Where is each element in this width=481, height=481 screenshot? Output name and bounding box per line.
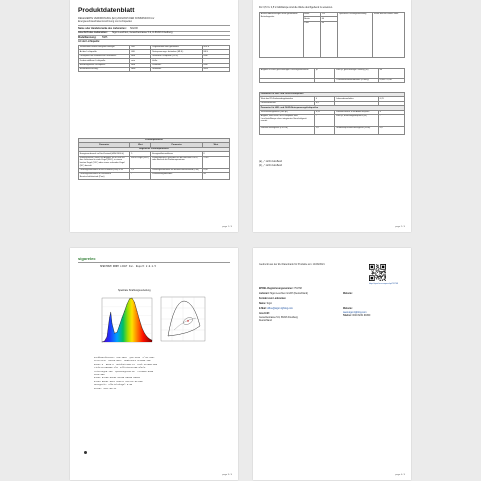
equivalent-power-table — [259, 68, 405, 83]
spectrum-point — [119, 325, 120, 326]
dimensions-table — [259, 12, 405, 58]
spectrum-point — [149, 339, 150, 340]
led-parameters-table — [259, 92, 405, 135]
datasheet-page-2 — [253, 0, 411, 232]
divider — [78, 25, 230, 26]
table-row: Art der Lichtquelle: LED Netzspannungs- betrieben (MLS): MLS — [79, 50, 230, 54]
chart-title: Spektrale Strahlungsverteilung — [118, 289, 151, 292]
section-header: Parameter für LED- und OLED-Netzspannungslichtquellen — [260, 106, 405, 110]
table-row: Äußere Abmessungen ohne gesonderte Betriebsgeräte Höhe 115 Spektrale Leistungsverteilung Siehe Bild auf letzter Seite — [260, 13, 405, 17]
table-row: Leistungsaufnahme im vernetzten Bereitschaftsbetrieb (Pnet) - Farbwiedergabeindex 80 — [79, 173, 230, 180]
spectrum-point — [134, 302, 135, 303]
product-parameters-table — [78, 138, 230, 180]
data-line: Lichtstrom=806.2lm Effizienz=155.0lm/W — [94, 366, 146, 370]
table-row: Breite 60 — [260, 17, 405, 21]
page-number: page 1 / 4 — [222, 226, 232, 228]
spectrum-point — [139, 320, 140, 321]
spectrum-point — [127, 304, 128, 305]
spectrum-report-page — [70, 248, 238, 480]
spectrum-point — [102, 342, 103, 343]
spectrum-point — [137, 311, 138, 312]
divider — [78, 39, 230, 40]
data-line: Ra=82.3 R9=0.6 Reinheit=55.1% Peak WL=605.0nm — [94, 362, 158, 366]
spectrum-point — [117, 332, 118, 333]
report-header: SPEKTRUM NORM LICHT Inc. Report 2.0.1.5 — [100, 265, 156, 268]
spectrum-point — [107, 336, 108, 337]
spectrum-point — [122, 318, 123, 319]
spectrum-point — [111, 312, 112, 313]
address-row: Anschrift: — [259, 313, 270, 315]
footnote: (a) „-" nicht zutreffend — [259, 160, 282, 163]
spectrum-point — [114, 333, 115, 334]
source-type-label: Art der Lichtquelle: — [78, 40, 100, 43]
model-value: 5985 — [102, 35, 108, 39]
divider — [78, 35, 230, 36]
table-row: Lichtquelle mit zusätzlichen Funktionen: nein Vernetzte Lichtquelle (CLS): nein — [79, 54, 230, 58]
table-row: Energieverbrauch im Ein-Zustand (kWh/1000 h) 5 Energieeffizienzklasse F — [79, 152, 230, 156]
measurement-data — [94, 356, 230, 390]
data-line: PF=0.550 — [94, 373, 105, 377]
section-header: Produktparameter — [79, 139, 230, 143]
footnote: (b) „-" nicht zutreffend — [259, 163, 282, 167]
top-note: Für 3,5 V-/ 4,5 V-Glühlampe sind die Werte durchgehend zu ersetzen. — [259, 6, 333, 9]
address-line: Gewerbestrasse 5-9, 86316 Friedberg — [259, 316, 298, 319]
table-row: Bauartbezeichnung: Netz Standard: Netz — [79, 67, 230, 71]
table-header-row: Parameter Wert Parameter Wert — [79, 143, 230, 147]
data-line: Messgerät: Ulbrichtkugel 0.5m — [94, 383, 133, 387]
datasheet-page-1 — [70, 0, 238, 232]
data-line: CCT=2712K Duv=0.0021 Dominante WL=583.4nm — [94, 359, 151, 363]
eprel-number-row: EPREL-Registrierungsnummer: 751768 — [259, 288, 302, 290]
data-line: R1=81 R2=90 R3=94 R4=80 R5=80 R6=84 — [94, 376, 140, 380]
name-row: Name: Sigor — [259, 303, 273, 305]
website-row: Website: — [343, 308, 353, 310]
table-row: Verwendete Beleuchtungstechnologie: LED Ungebündelt oder gebündelt: NDLS — [79, 46, 230, 50]
table-row: Nutzlichtstrom (Φuse) mit Angabe, ob er sich auf den Lichtstrom in einer Kugel (360°), in einem breiten Kegel (120°) oder einem schmalen Kegel (90°) bezieht 806 in Kugel (360°) Farbtemperatur, gerundet auf die nächsten 100 K, oder Bereich der Farbtemperaturen 2700 — [79, 156, 230, 168]
spectrum-point — [112, 323, 113, 324]
data-line: R7=84 R8=61 R9=1 R10=77 R11=79 R12=59 — [94, 379, 143, 383]
qr-code-icon[interactable] — [369, 264, 386, 281]
spectrum-point — [104, 341, 105, 342]
table-row: Angabe, dass eine LED-Lichtquelle eine Leuchtstofflampe ohne integriertes Vorschaltgerät ersetzt. - Falls ja, Ersetzungsanspruch (W) - — [260, 114, 405, 126]
table-row: Verschiebungsfaktor (cos φ1) 0,55 Farbkonsistenz in McAdam-Ellipsen 6 — [260, 110, 405, 114]
table-row: Blendungsarme Lichtquelle: nein Dimmbar: nein — [79, 63, 230, 67]
spectral-distribution-chart — [98, 296, 154, 348]
table-row: Farbeinstellbare Lichtquelle: nein Hülle: - — [79, 59, 230, 63]
divider — [78, 262, 230, 263]
model-label: Modellkennung: — [78, 35, 97, 39]
spectrum-point — [124, 311, 125, 312]
brand-logo: sigorelec — [78, 256, 96, 261]
address-country: Deutschland — [259, 320, 272, 322]
spectrum-point — [152, 340, 153, 341]
address-label: Anschrift des Lieferanten: — [78, 31, 108, 34]
page-number: page 3 / 4 — [222, 474, 232, 476]
contact-header-row: Kontakt zum Lieferanten — [259, 298, 286, 300]
section-header: Allgemeine Produktparameter — [79, 147, 230, 151]
qr-url[interactable]: https://eprel.ec.europa.eu/qr/751768 — [369, 283, 398, 285]
supplier-value: SIGOR — [130, 27, 138, 30]
data-line: Farbkoordinaten: x=0.4601 y=0.4103 u'=0.2567 — [94, 356, 155, 359]
page-title: Produktdatenblatt — [78, 7, 135, 14]
supplier-row: Lieferant: Sigor-Leuchten GmbH (Deutschland) — [259, 293, 308, 295]
email-link[interactable]: office@sigor-lighting.com — [267, 308, 293, 310]
table-row: Lichtstromerhalt 0,9 — [260, 101, 405, 105]
phone-row: Telefon: 0049 8231 99300 — [343, 315, 371, 317]
page-number: page 2 / 4 — [395, 226, 405, 228]
supplier-label: Name oder Handelsmarke des Lieferanten: — [78, 27, 127, 30]
address-value: Sigor-Leuchten, Gewerbestrasse 5-9, D-86316 Friedberg — [112, 31, 173, 34]
bullet-mark — [84, 451, 87, 454]
subtitle-line: Energieverbrauchskennzeichnung von Lichtquellen — [78, 20, 133, 23]
light-source-table — [78, 45, 230, 72]
table-row: Chromatizitätskoordinaten (x und y) 0,460 / 0,410 — [260, 79, 405, 83]
data-line: Datum: 2021-06-14 — [94, 386, 117, 390]
spectrum-point — [147, 336, 148, 337]
section-header: Parameter für LED- und OLED-Lichtquellen — [260, 93, 405, 97]
data-line: Leistung=5.20W Spannung=230.0V Strom=0.040A — [94, 369, 154, 373]
subtitle-line: DELEGIERTE VERORDNUNG (EU) 2019/2015 DER KOMMISSION zur — [78, 17, 155, 20]
spectrum-point — [132, 298, 133, 299]
website-row: Website: — [343, 293, 353, 295]
print-header: Gedruckt aus der EU-Datenbank für Produkte am: 14/06/2021 — [259, 263, 325, 266]
table-row: Leistungsaufnahme im Ein-Zustand (Pon) in W 5,2 Leistungsaufnahme im Bereitschaftszustand (Psb) 0,00 — [79, 168, 230, 172]
website-link[interactable]: www.sigor-lighting.com — [343, 311, 367, 314]
spectrum-point — [109, 318, 110, 319]
spectrum-point — [144, 333, 145, 334]
spectrum-point — [129, 299, 130, 300]
table-row: Angabe zu einer gleichwertigen Leistungsaufnahme ja Falls ja, gleichwertige Leistung (W) 60 — [260, 69, 405, 79]
eprel-page — [253, 248, 411, 480]
page-number: page 4 / 4 — [395, 474, 405, 476]
cie-chromaticity-diagram — [160, 296, 206, 342]
table-row: Wert des R9-Farbwiedergabeindex 0 Lebensdauerfaktor 0,70 — [260, 97, 405, 101]
chromaticity-point — [187, 320, 188, 321]
table-row: Flimmer-Messgröße (Pst LM) 1,0 Stroboskop-Effekt-Messgröße (SVM) 0,4 — [260, 126, 405, 134]
email-row: E-Mail: office@sigor-lighting.com — [259, 308, 293, 310]
table-row: Tiefe 60 — [260, 21, 405, 57]
